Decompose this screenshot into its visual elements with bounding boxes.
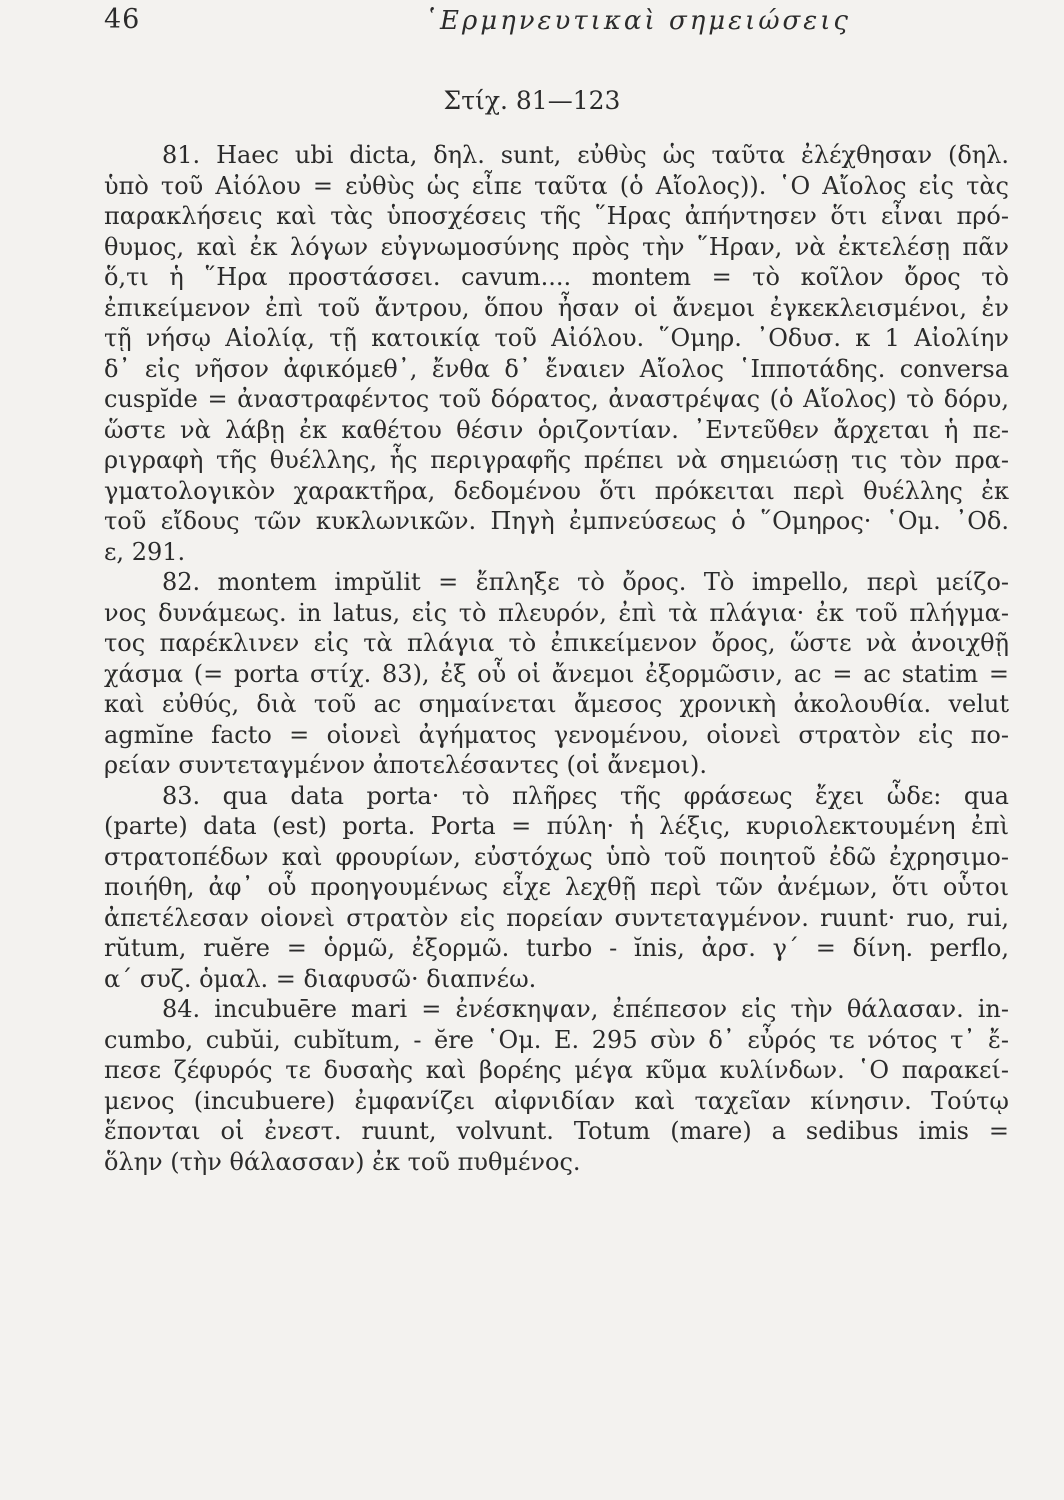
text-line: καὶ εὐθύς, διὰ τοῦ ac σημαίνεται ἄμεσος χρονικὴ ἀκολουθία. velut bbox=[104, 690, 1009, 718]
text-line: ριγραφὴ τῆς θυέλλης, ἧς περιγραφῆς πρέπει νὰ σημειώσῃ τις τὸν πρα- bbox=[104, 446, 1009, 474]
text-line: ὅ,τι ἡ ῞Ηρα προστάσσει. cavum.... montem = τὸ κοῖλον ὄρος τὸ bbox=[104, 263, 1009, 291]
running-title: ῾Ερμηνευτικαὶ σημειώσεις bbox=[424, 6, 851, 36]
text-line: ἕπονται οἱ ἐνεστ. ruunt, volvunt. Totum (mare) a sedibus imis = bbox=[104, 1117, 1009, 1145]
text-line: θυμος, καὶ ἐκ λόγων εὐγνωμοσύνης πρὸς τὴν ῞Ηραν, νὰ ἐκτελέσῃ πᾶν bbox=[104, 232, 1009, 261]
text-line: γματολογικὸν χαρακτῆρα, δεδομένου ὅτι πρόκειται περὶ θυέλλης ἐκ bbox=[104, 476, 1009, 505]
section-heading: Στίχ. 81—123 bbox=[443, 86, 621, 115]
text-line: μενος (incubuere) ἐμφανίζει αἰφνιδίαν καὶ ταχεῖαν κίνησιν. Τούτῳ bbox=[104, 1086, 1009, 1115]
text-line: cumbo, cubŭi, cubĭtum, - ĕre ῾Ομ. Ε. 295 σὺν δ᾿ εὖρός τε νότος τ᾿ ἔ- bbox=[104, 1025, 1009, 1054]
text-line: ὥστε νὰ λάβῃ ἐκ καθέτου θέσιν ὁριζοντίαν. ᾿Εντεῦθεν ἄρχεται ἡ πε- bbox=[104, 415, 1009, 444]
text-line: ἐπικείμενον ἐπὶ τοῦ ἄντρου, ὅπου ἦσαν οἱ ἄνεμοι ἐγκεκλεισμένοι, ἐν bbox=[104, 293, 1009, 322]
text-line: χάσμα (= porta στίχ. 83), ἐξ οὗ οἱ ἄνεμοι ἐξορμῶσιν, ac = ac statim = bbox=[104, 659, 1009, 688]
text-line: στρατοπέδων καὶ φρουρίων, εὐστόχως ὑπὸ τοῦ ποιητοῦ ἐδῶ ἐχρησιμο- bbox=[104, 842, 1009, 871]
text-line: δ᾿ εἰς νῆσον ἀφικόμεθ᾿, ἔνθα δ᾿ ἔναιεν Αἴολος ῾Ιπποτάδης. conversa bbox=[104, 354, 1009, 383]
text-line: ἀπετέλεσαν οἱονεὶ στρατὸν εἰς πορείαν συντεταγμένον. ruunt· ruo, rui, bbox=[104, 903, 1009, 932]
text-line: τος παρέκλινεν εἰς τὰ πλάγια τὸ ἐπικείμενον ὄρος, ὥστε νὰ ἀνοιχθῇ bbox=[104, 629, 1009, 657]
text-line: 81. Haec ubi dicta, δηλ. sunt, εὐθὺς ὡς ταῦτα ἐλέχθησαν (δηλ. bbox=[162, 141, 1009, 169]
text-line: (parte) data (est) porta. Porta = πύλη· ἡ λέξις, κυριολεκτουμένη ἐπὶ bbox=[104, 812, 1009, 840]
text-line: cuspĭde = ἀναστραφέντος τοῦ δόρατος, ἀναστρέψας (ὁ Αἴολος) τὸ δόρυ, bbox=[104, 385, 1009, 413]
text-line: ὑπὸ τοῦ Αἰόλου = εὐθὺς ὡς εἶπε ταῦτα (ὁ Αἴολος)). ῾Ο Αἴολος εἰς τὰς bbox=[104, 171, 1009, 200]
text-line: τοῦ εἴδους τῶν κυκλωνικῶν. Πηγὴ ἐμπνεύσεως ὁ ῞Ομηρος· ῾Ομ. ᾿Οδ. bbox=[104, 507, 1009, 535]
text-line: 83. qua data porta· τὸ πλῆρες τῆς φράσεως ἔχει ὧδε: qua bbox=[162, 781, 1009, 810]
page-number: 46 bbox=[104, 4, 141, 35]
text-line: ὅλην (τὴν θάλασσαν) ἐκ τοῦ πυθμένος. bbox=[104, 1147, 581, 1176]
text-line: ρείαν συντεταγμένον ἀποτελέσαντες (οἱ ἄνεμοι). bbox=[104, 751, 708, 779]
commentary-body bbox=[104, 140, 1009, 1177]
text-line: πεσε ζέφυρός τε δυσαὴς καὶ βορέης μέγα κῦμα κυλίνδων. ῾Ο παρακεί- bbox=[104, 1056, 1009, 1084]
text-line: α΄ συζ. ὁμαλ. = διαφυσῶ· διαπνέω. bbox=[104, 964, 537, 993]
page-header bbox=[104, 4, 1004, 44]
text-line: νος δυνάμεως. in latus, εἰς τὸ πλευρόν, ἐπὶ τὰ πλάγια· ἐκ τοῦ πλήγμα- bbox=[104, 598, 1009, 627]
text-line: ποιήθη, ἀφ᾿ οὗ προηγουμένως εἶχε λεχθῇ περὶ τῶν ἀνέμων, ὅτι οὗτοι bbox=[104, 873, 1009, 901]
text-line: agmĭne facto = οἱονεὶ ἀγήματος γενομένου, οἱονεὶ στρατὸν εἰς πο- bbox=[104, 720, 1009, 749]
text-line: τῇ νήσῳ Αἰολίᾳ, τῇ κατοικίᾳ τοῦ Αἰόλου. ῞Ομηρ. ᾿Οδυσ. κ 1 Αἰολίην bbox=[104, 324, 1009, 352]
text-line: 82. montem impŭlit = ἔπληξε τὸ ὄρος. Τὸ impello, περὶ μείζο- bbox=[162, 568, 1009, 596]
text-line: ε, 291. bbox=[104, 537, 186, 566]
text-line: rŭtum, ruĕre = ὁρμῶ, ἐξορμῶ. turbo - ĭnis, ἀρσ. γ΄ = δίνη. perflo, bbox=[104, 934, 1009, 962]
text-line: παρακλήσεις καὶ τὰς ὑποσχέσεις τῆς ῞Ηρας ἀπήντησεν ὅτι εἶναι πρό- bbox=[104, 202, 1009, 230]
text-line: 84. incubuēre mari = ἐνέσκηψαν, ἐπέπεσον εἰς τὴν θάλασαν. in- bbox=[162, 995, 1009, 1023]
